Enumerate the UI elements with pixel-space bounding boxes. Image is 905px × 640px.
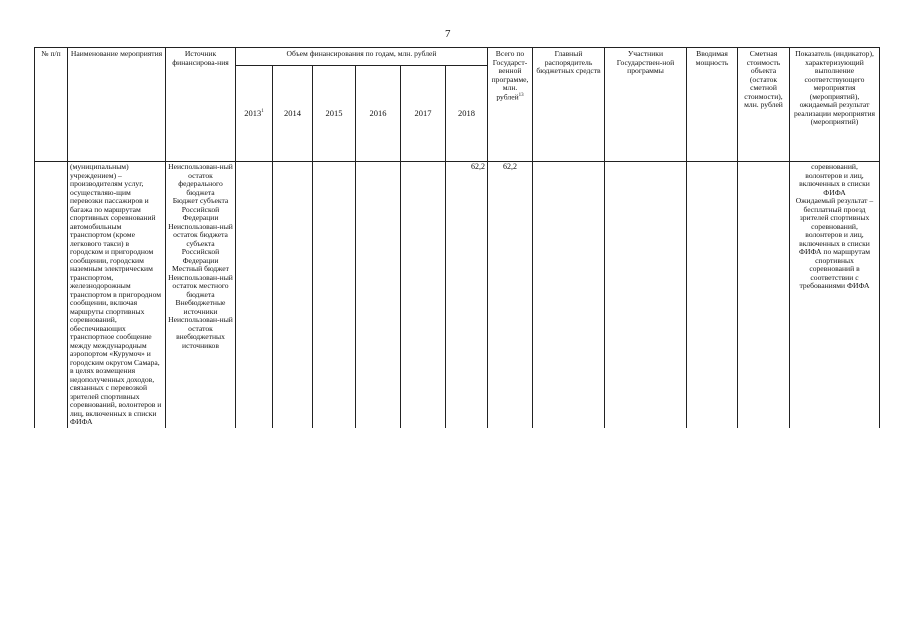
page-number: 7 bbox=[445, 28, 451, 40]
year-2013-footnote: 1 bbox=[261, 108, 264, 114]
cell-2013 bbox=[236, 162, 273, 428]
header-year-2016: 2016 bbox=[356, 66, 401, 162]
source-item: Бюджет субъекта Российской Федерации bbox=[172, 196, 229, 222]
cell-sources bbox=[166, 162, 236, 428]
cell-manager bbox=[533, 162, 605, 428]
cell-2018-value: 62,2 bbox=[446, 162, 488, 428]
cell-2017 bbox=[401, 162, 446, 428]
header-year-2015: 2015 bbox=[313, 66, 356, 162]
source-item: Неиспользован-ный остаток федерального бюджета bbox=[168, 162, 233, 197]
header-financing-group: Объем финансирования по годам, млн. рублей bbox=[236, 48, 488, 66]
table-row bbox=[35, 162, 880, 428]
source-item: Неиспользован-ный остаток внебюджетных источников bbox=[168, 315, 233, 350]
header-total bbox=[488, 48, 533, 162]
header-year-2018: 2018 bbox=[446, 66, 488, 162]
year-2013-text: 2013 bbox=[244, 107, 262, 118]
cell-capacity bbox=[687, 162, 738, 428]
header-manager: Главный распорядитель бюджетных средств bbox=[533, 48, 605, 162]
header-name: Наименование мероприятия bbox=[68, 48, 166, 162]
header-year-2014: 2014 bbox=[273, 66, 313, 162]
cell-estimate bbox=[738, 162, 790, 428]
cell-total-value: 62,2 bbox=[488, 162, 533, 428]
header-year-2013 bbox=[236, 66, 273, 162]
header-participants: Участники Государствен-ной программы bbox=[605, 48, 687, 162]
source-item: Неиспользован-ный остаток бюджета субъекта Российской Федерации bbox=[168, 221, 233, 265]
header-estimate: Сметная стоимость объекта (остаток сметной стоимости), млн. рублей bbox=[738, 48, 790, 162]
source-item: Внебюджетные источники bbox=[175, 298, 226, 316]
source-item: Местный бюджет bbox=[172, 264, 229, 273]
financing-table bbox=[34, 47, 880, 428]
header-capacity: Вводимая мощность bbox=[687, 48, 738, 162]
cell-2015 bbox=[313, 162, 356, 428]
source-item: Неиспользован-ный остаток местного бюджета bbox=[168, 272, 233, 299]
cell-participants bbox=[605, 162, 687, 428]
cell-2014 bbox=[273, 162, 313, 428]
header-total-text: Всего по Государст-венной программе, млн. рублей bbox=[491, 49, 529, 102]
cell-num bbox=[35, 162, 68, 428]
header-source: Источник финансирова-ния bbox=[166, 48, 236, 162]
header-indicator: Показатель (индикатор), характеризующий выполнение соответствующего мероприятия (мероприятий), ожидаемый результат реализации мероприятия (мероприятий) bbox=[790, 48, 880, 162]
header-year-2017: 2017 bbox=[401, 66, 446, 162]
header-total-footnote: 13 bbox=[518, 92, 524, 98]
cell-indicator: соревнований, волонтеров и лиц, включенных в списки ФИФА Ожидаемый результат – бесплатный проезд зрителей спортивных соревнований, волонтеров и лиц, включенных в списки ФИФА по маршрутам спортивных соревнований в соответствии с требованиями ФИФА bbox=[790, 162, 880, 428]
cell-name: (муниципальным) учреждением) – производителям услуг, осуществляю-щим перевозки пассажиров и багажа по маршрутам спортивных соревнований автомобильным транспортом (кроме легкового такси) в городском и пригородном сообщении, городским наземным электрическим транспортом, железнодорожным транспортом в пригородном сообщении, включая маршруты спортивных соревнований, обеспечивающих транспортное сообщение между международным аэропортом «Курумоч» и городским округом Самара, в целях возмещения недополученных доходов, связанных с перевозкой зрителей спортивных соревнований, волонтеров и лиц, включенных в списки ФИФА bbox=[68, 162, 166, 428]
cell-2016 bbox=[356, 162, 401, 428]
header-num: № п/п bbox=[35, 48, 68, 162]
